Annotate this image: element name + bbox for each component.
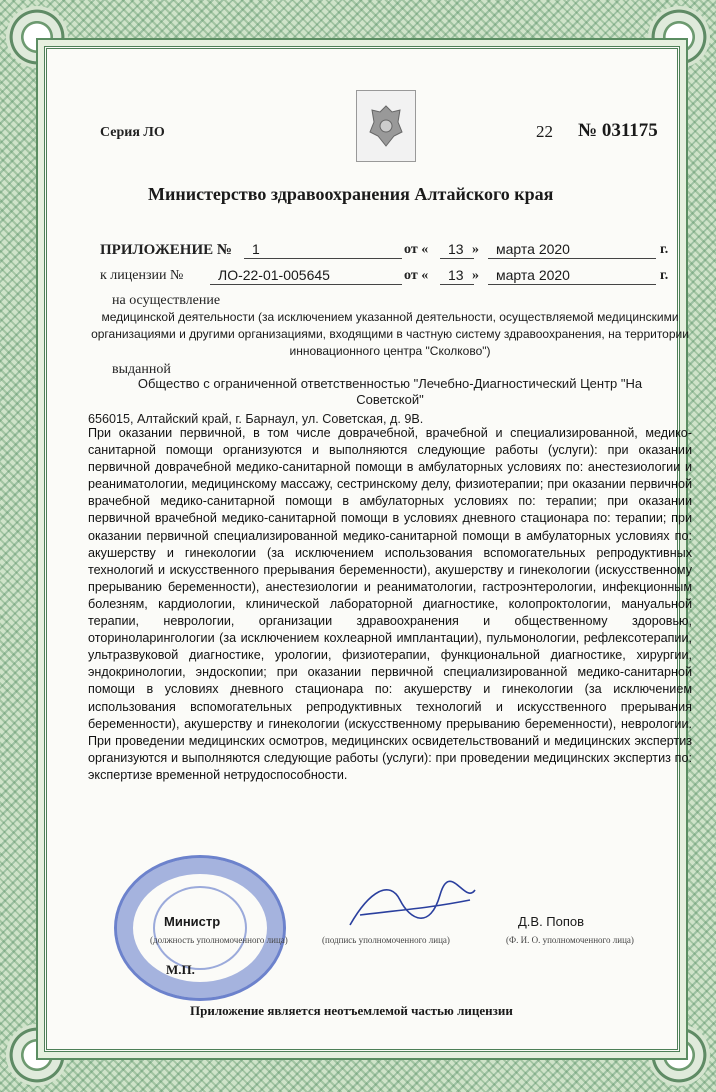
- signature-icon: [340, 870, 480, 940]
- document-number: № 031175: [578, 120, 658, 141]
- series-prefix: 22: [536, 122, 553, 141]
- license-body-text: При оказании первичной, в том числе доврачебной, врачебной и специализированной, медико-санитарной помощи организуются и выполняются следующие работы (услуги): при оказании первичной доврачебной медико-санитарной помощи в амбулаторных условиях по: анестезиологии и реаниматологии, медицинскому массажу, сестринскому делу, физиотерапии; при оказании первичной врачебной медико-санитарной помощи в амбулаторных условиях по: терапии; при оказании первичной врачебной медико-санитарной помощи в условиях дневного стационара по: терапии; при оказании первичной специализированной медико-санитарной помощи в амбулаторных условиях по: акушерству и гинекологии (за исключением использования вспомогательных репродуктивных технологий и искусственного прерывания беременности), акушерству и гинекологии (искусственному прерыванию беременности), анестезиологии и реаниматологии, гастроэнтерологии, инфекционным болезням, кардиологии, клинической лабораторной диагностике, колопроктологии, мануальной терапии, неврологии, организации здравоохранения и общественному здоровью, оториноларингологии (за исключением кохлеарной имплантации), пульмонологии, рефлексотерапии, ультразвуковой диагностике, урологии, физиотерапии, функциональной диагностике, хирургии, эндокринологии, эндоскопии; при оказании первичной специализированной медико-санитарной помощи в условиях дневного стационара по: акушерству и гинекологии (за исключением использования вспомогательных репродуктивных технологий и искусственного прерывания беременности), акушерству и гинекологии (искусственному прерыванию беременности), неврологии. При проведении медицинских осмотров, медицинских освидетельствований и медицинских экспертиз организуются и выполняются следующие работы (услуги): при проведении медицинских экспертиз по: экспертизе временной нетрудоспособности.: [88, 426, 692, 782]
- name-caption: (Ф. И. О. уполномоченного лица): [506, 935, 634, 945]
- signatory-name: Д.В. Попов: [518, 914, 585, 929]
- organization-name: Общество с ограниченной ответственностью "Лечебно-Диагностический Центр "На Советской": [137, 376, 643, 407]
- license-date-mid: »: [472, 268, 479, 283]
- license-date-day: 13: [440, 266, 474, 285]
- appendix-date-day: 13: [440, 240, 474, 259]
- appendix-year-suffix: г.: [660, 242, 669, 257]
- series-label: Серия ЛО: [100, 125, 165, 140]
- coat-of-arms-icon: [356, 90, 416, 162]
- ministry-title: Министерство здравоохранения Алтайского края: [148, 184, 554, 204]
- signature-caption: (подпись уполномоченного лица): [322, 935, 450, 945]
- license-date-label: от «: [404, 268, 429, 283]
- license-label: к лицензии №: [100, 268, 184, 283]
- appendix-label: ПРИЛОЖЕНИЕ №: [100, 242, 232, 258]
- activity-label: на осуществление: [112, 293, 221, 308]
- footer-note: Приложение является неотъемлемой частью лицензии: [190, 1003, 513, 1018]
- appendix-date-month: марта 2020: [488, 240, 656, 259]
- appendix-date-mid: »: [472, 242, 479, 257]
- activity-text: медицинской деятельности (за исключением указанной деятельности, осуществляемой медицинскими организациями и другими организациями, входящими в частную систему здравоохранения, на территории инновационного центра "Сколково"): [91, 310, 689, 358]
- license-number: ЛО-22-01-005645: [210, 266, 402, 285]
- license-date-month: марта 2020: [488, 266, 656, 285]
- seal-place-label: М.П.: [166, 962, 195, 977]
- license-year-suffix: г.: [660, 268, 669, 283]
- appendix-number: 1: [244, 240, 402, 259]
- address: 656015, Алтайский край, г. Барнаул, ул. Советская, д. 9В.: [88, 412, 424, 426]
- issued-label: выданной: [112, 362, 171, 377]
- appendix-date-label: от «: [404, 242, 429, 257]
- position-caption: (должность уполномоченного лица): [150, 935, 288, 945]
- signatory-position: Министр: [164, 914, 221, 929]
